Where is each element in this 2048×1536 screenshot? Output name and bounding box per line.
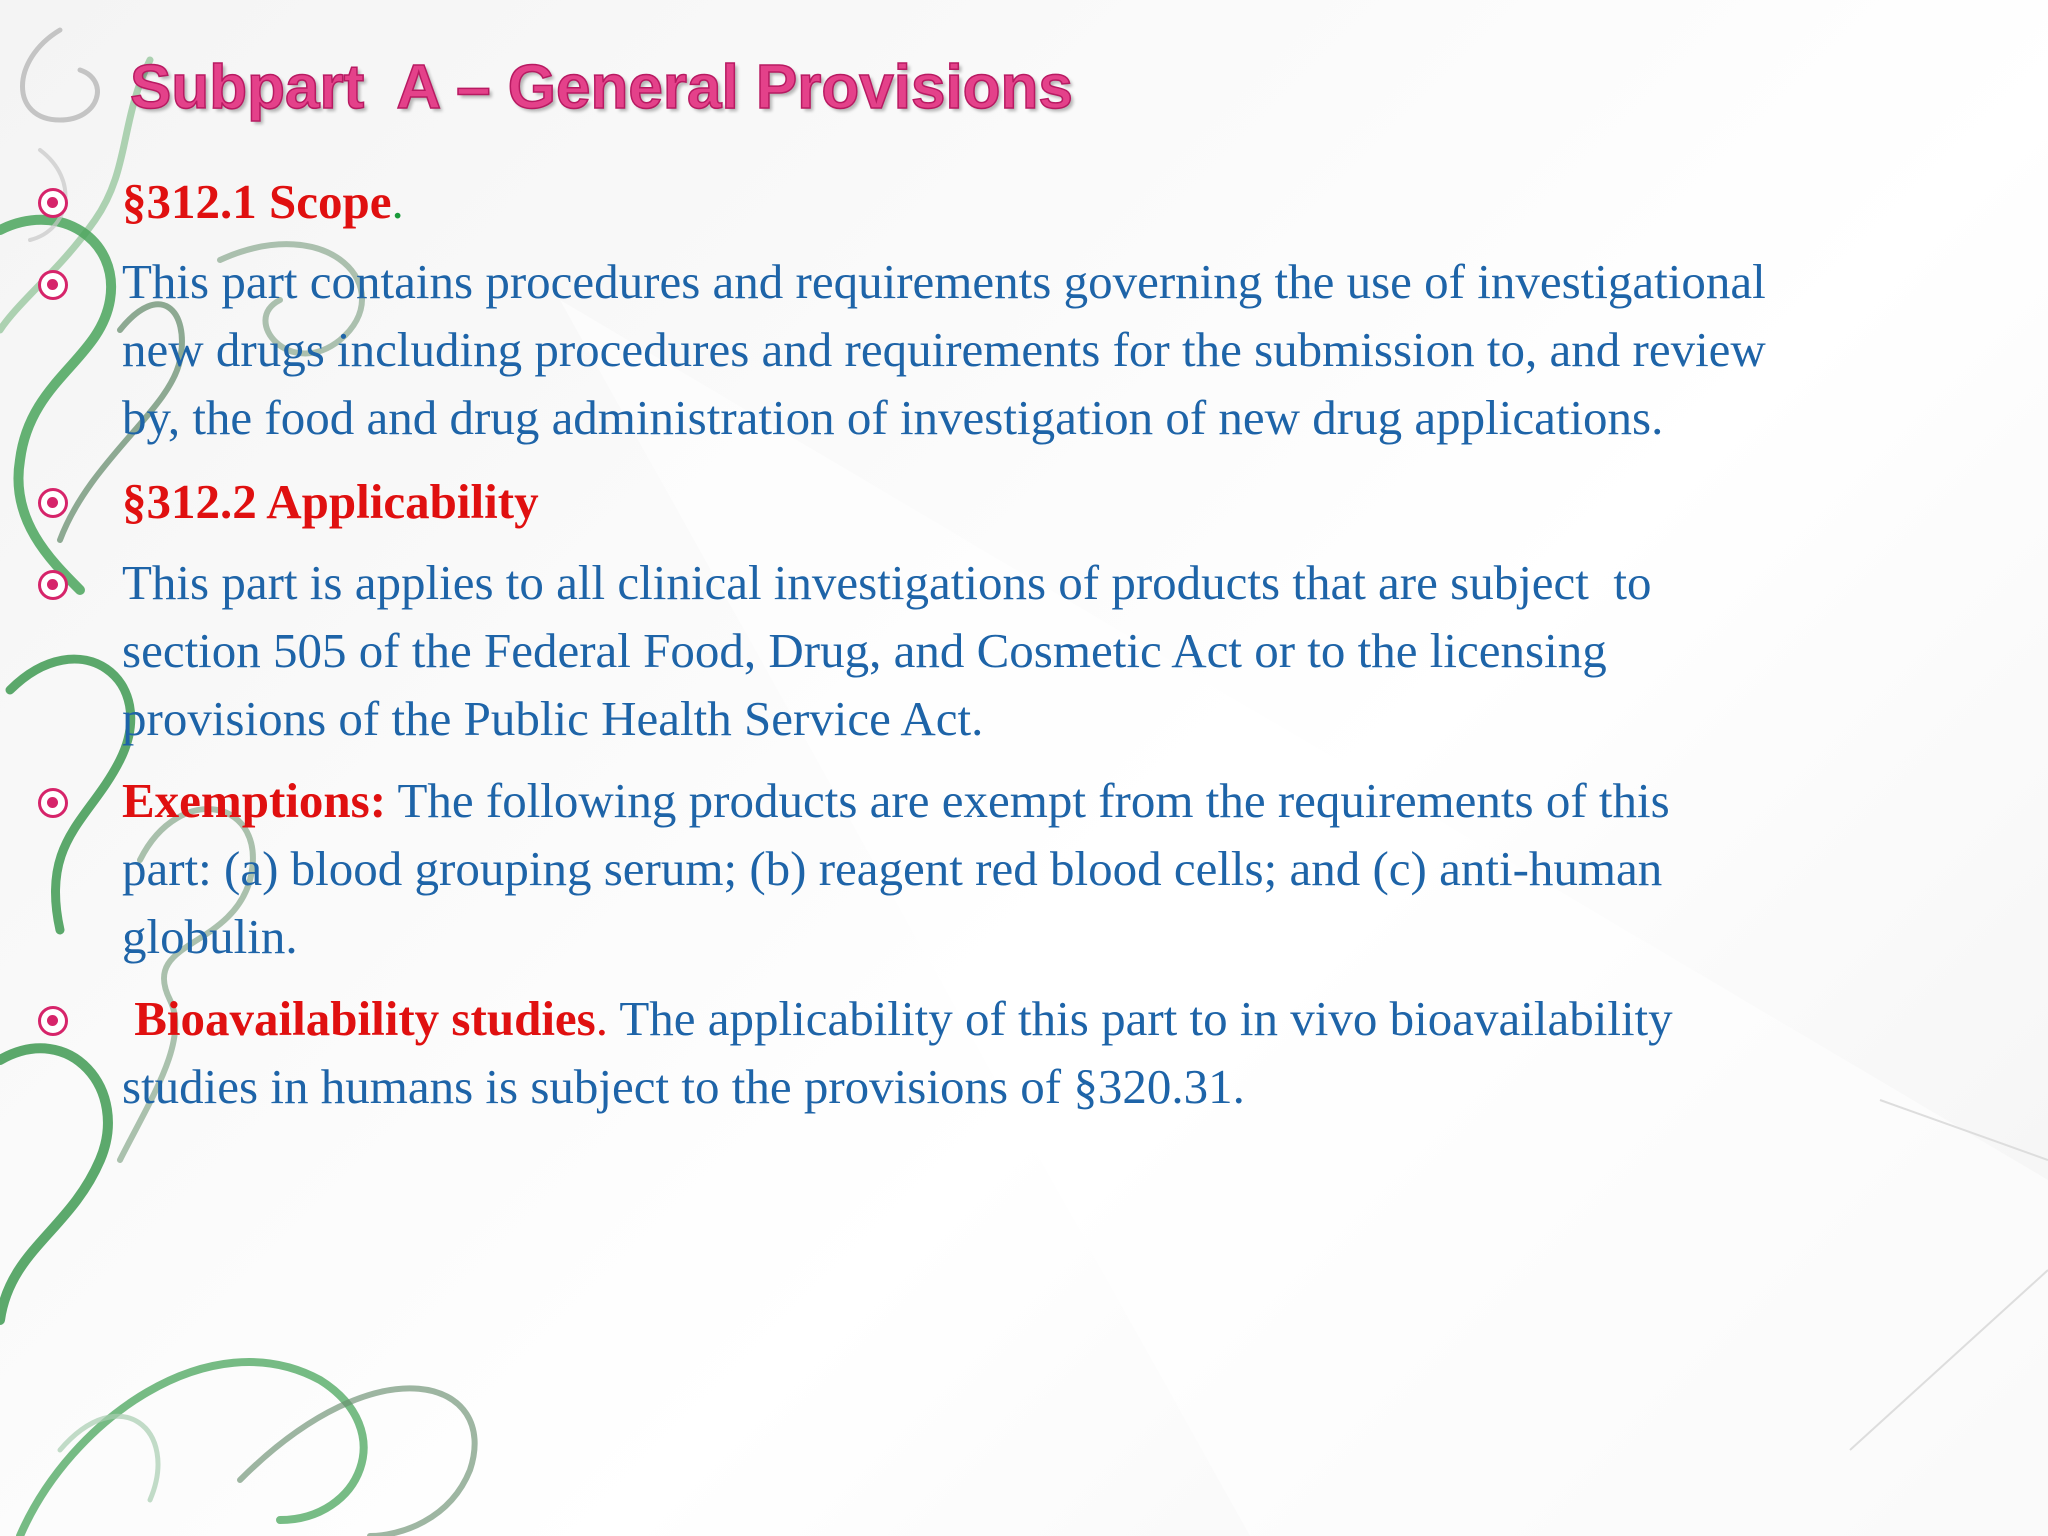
leading-space <box>122 991 134 1046</box>
text-line: part: (a) blood grouping serum; (b) reagent red blood cells; and (c) anti-human <box>122 841 1663 896</box>
section-heading: §312.2 Applicability <box>122 474 539 529</box>
text-line: globulin. <box>122 909 298 964</box>
bullet-text <box>122 549 2040 753</box>
text-line: The applicability of this part to in vivo bioavailability <box>608 991 1673 1046</box>
bullet-text <box>122 248 2040 452</box>
bullet-text <box>122 767 2040 971</box>
section-heading: Exemptions: <box>122 773 387 828</box>
slide-title: Subpart A – General Provisions <box>130 53 1073 122</box>
swirl-stroke <box>60 1416 158 1500</box>
text-line: new drugs including procedures and requirements for the submission to, and review <box>122 322 1766 377</box>
bullet-text <box>122 985 2040 1121</box>
text-line: studies in humans is subject to the provisions of §320.31. <box>122 1059 1245 1114</box>
swirl-stroke <box>0 1048 108 1320</box>
swirl-stroke <box>10 659 131 930</box>
target-bullet-icon <box>38 270 68 300</box>
bullet-text <box>122 168 2040 236</box>
text-line: The following products are exempt from the requirements of this <box>386 773 1670 828</box>
target-bullet-icon <box>38 788 68 818</box>
section-heading: §312.1 Scope <box>122 174 392 229</box>
target-bullet-icon <box>38 1006 68 1036</box>
text-line: This part is applies to all clinical investigations of products that are subject to <box>122 555 1652 610</box>
section-heading: Bioavailability studies <box>134 991 596 1046</box>
text-line: This part contains procedures and requirements governing the use of investigational <box>122 254 1766 309</box>
text-line: provisions of the Public Health Service Act. <box>122 691 984 746</box>
swirl-stroke <box>240 1388 475 1536</box>
swirl-stroke <box>23 30 98 120</box>
heading-period: . <box>391 174 404 229</box>
heading-period: . <box>595 991 609 1046</box>
target-bullet-icon <box>38 188 68 218</box>
text-line: section 505 of the Federal Food, Drug, and Cosmetic Act or to the licensing <box>122 623 1607 678</box>
bullet-text <box>122 468 2040 536</box>
swirl-stroke <box>20 1362 364 1536</box>
target-bullet-icon <box>38 570 68 600</box>
target-bullet-icon <box>38 488 68 518</box>
text-line: by, the food and drug administration of investigation of new drug applications. <box>122 390 1664 445</box>
